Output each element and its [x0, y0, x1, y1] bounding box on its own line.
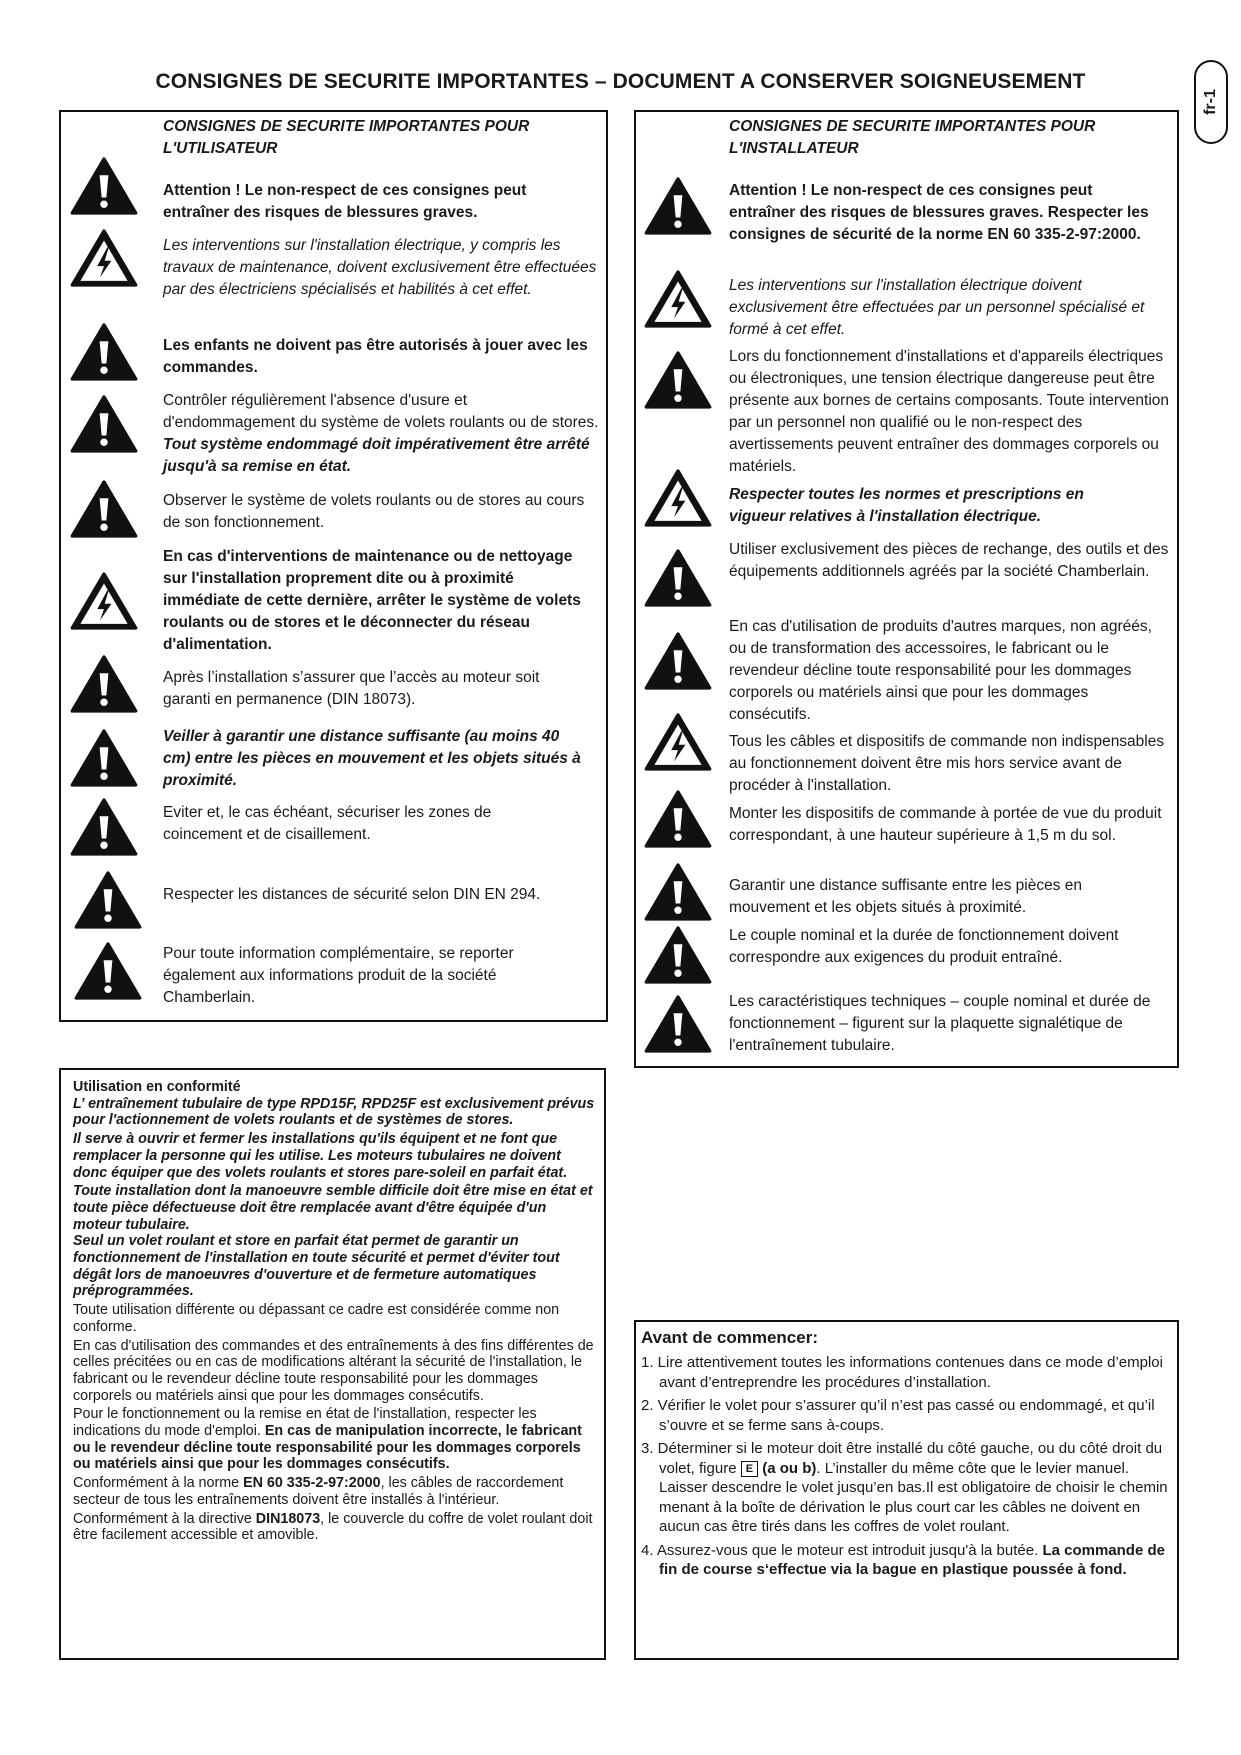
- language-page-label: fr-1: [1202, 89, 1219, 115]
- conformity-p9-a: Conformément à la directive: [73, 1510, 256, 1527]
- conformity-p8: [73, 1475, 598, 1508]
- warning-icon: [70, 798, 138, 856]
- electric-hazard-icon: [644, 469, 712, 527]
- user-distance-text: Veiller à garantir une distance suffisante (au moins 40 cm) entre les pièces en mouvement et les objets situés à proximité.: [163, 728, 581, 789]
- user-maintenance-text: En cas d'interventions de maintenance ou de nettoyage sur l'installation proprement dite ou à proximité immédiate de cette dernière, arrêter le système de volets roulants ou de stores et le déconnecter du réseau d'alimentation.: [163, 548, 581, 653]
- conformity-p8-a: Conformément à la norme: [73, 1475, 244, 1492]
- electric-hazard-icon: [644, 270, 712, 328]
- figure-reference-badge: E: [741, 1461, 758, 1477]
- warning-icon: [70, 729, 138, 787]
- electric-hazard-icon: [70, 229, 138, 287]
- electric-hazard-icon: [644, 713, 712, 771]
- conformity-p2: Il serve à ouvrir et fermer les installations qu'ils équipent et ne font que remplacer la personne qui les utilise. Les moteurs tubulaires ne doivent donc équiper que des volets roulants et stores pare-soleil en parfait état.: [73, 1131, 568, 1181]
- installer-parts-text: Utiliser exclusivement des pièces de rechange, des outils et des équipements additionnels agréés par la société Chamberlain.: [729, 541, 1169, 580]
- before-start-step-1: 1. Lire attentivement toutes les informations contenues dans ce mode d’emploi avant d’entreprendre les procédures d’installation.: [641, 1354, 1163, 1391]
- warning-icon: [644, 995, 712, 1053]
- conformity-p9-c: , le couvercle du coffre de volet roulant doit être facilement accessible et amovible.: [73, 1510, 593, 1544]
- installer-heading: CONSIGNES DE SECURITE IMPORTANTES POUR L'INSTALLATEUR: [729, 118, 1096, 157]
- user-heading: CONSIGNES DE SECURITE IMPORTANTES POUR L'UTILISATEUR: [163, 118, 530, 157]
- conformity-p4: Seul un volet roulant et store en parfait état permet de garantir un fonctionnement de l'installation en toute sécurité et permet d'éviter tout dégât lors de manoeuvres d'ouverture et de fermeture automatiques préprogrammées.: [73, 1233, 560, 1300]
- conformity-p7: [73, 1406, 598, 1473]
- conformity-heading: Utilisation en conformité: [73, 1079, 241, 1095]
- warning-icon: [70, 655, 138, 713]
- conformity-p8-b: EN 60 335-2-97:2000: [243, 1475, 381, 1492]
- conformity-p7-a: Pour le fonctionnement ou la remise en état de l'installation, respecter les indications du mode d'emploi.: [73, 1406, 537, 1440]
- user-pinch-text: Eviter et, le cas échéant, sécuriser les zones de coincement et de cisaillement.: [163, 804, 492, 843]
- conformity-p1: L’ entraînement tubulaire de type RPD15F, RPD25F est exclusivement prévus pour l'actionnement de volets roulants et de systèmes de stores.: [73, 1095, 595, 1129]
- installer-voltage-text: Lors du fonctionnement d'installations et d'appareils électriques ou électroniques, une tension électrique dangereuse peut être présente aux bornes de certains composants. Toute intervention par un personnel non qualifié ou le non-respect des avertissements peuvent entraîner des dommages corporels ou matériels.: [729, 348, 1170, 475]
- user-din-text: Respecter les distances de sécurité selon DIN EN 294.: [163, 886, 541, 903]
- installer-warning-text: Attention ! Le non-respect de ces consignes peut entraîner des risques de blessures graves. Respecter les consignes de sécurité de la norme EN 60 335-2-97:2000.: [729, 182, 1149, 243]
- conformity-p9: [73, 1511, 598, 1544]
- user-inspection-text-a: Contrôler régulièrement l'absence d'usure et d'endommagement du système de volets roulants ou de stores.: [163, 392, 599, 431]
- installer-specs-text: Les caractéristiques techniques – couple nominal et durée de fonctionnement – figurent sur la plaquette signalétique de l'entraînement tubulaire.: [729, 993, 1151, 1054]
- installer-liability-text: En cas d'utilisation de produits d'autres marques, non agréés, ou de transformation des accessoires, le fabricant ou le revendeur décline toute responsabilité pour les dommages corporels ou matériels ainsi que pour les dommages consécutifs.: [729, 618, 1152, 723]
- warning-icon: [70, 323, 138, 381]
- user-inspection-text: [163, 390, 603, 478]
- conformity-p5: Toute utilisation différente ou dépassant ce cadre est considérée comme non conforme.: [73, 1302, 560, 1335]
- before-start-step-4-b: La commande de fin de course s‘effectue via la bague en plastique poussée à fond.: [659, 1541, 1165, 1578]
- before-start-step-3-b: (a ou b): [758, 1459, 817, 1477]
- conformity-p9-b: DIN18073: [255, 1510, 321, 1527]
- before-start-step-3-a: 3. Déterminer si le moteur doit être installé du côté gauche, ou du côté droit du volet, figure: [641, 1440, 1163, 1477]
- warning-icon: [644, 177, 712, 235]
- installer-torque-text: Le couple nominal et la durée de fonctionnement doivent correspondre aux exigences du produit entraîné.: [729, 927, 1119, 966]
- warning-icon: [70, 480, 138, 538]
- user-inspection-text-b: Tout système endommagé doit impérativement être arrêté jusqu'à sa remise en état.: [163, 436, 590, 475]
- conformity-p8-c: , les câbles de raccordement secteur de tous les entraînements doivent être installés à l'intérieur.: [73, 1475, 564, 1508]
- warning-icon: [74, 942, 142, 1000]
- user-observe-text: Observer le système de volets roulants ou de stores au cours de son fonctionnement.: [163, 492, 585, 531]
- warning-icon: [644, 926, 712, 984]
- user-info-text: Pour toute information complémentaire, se reporter également aux informations produit de la société Chamberlain.: [163, 945, 514, 1006]
- electric-hazard-icon: [70, 572, 138, 630]
- before-start-step-3-c: . L’installer du même côte que le levier manuel. Laisser descendre le volet jusqu’en bas.Il est obligatoire de choisir le chemin menant à la boîte de dérivation le plus court car les câbles ne doivent en aucun cas être tirés dans les coffres de volet roulant.: [659, 1459, 1168, 1535]
- before-start-content: [641, 1327, 1171, 1584]
- user-electrical-text: Les interventions sur l'installation électrique, y compris les travaux de maintenance, doivent exclusivement être effectuées par des électriciens spécialisés et habilités à cet effet.: [163, 237, 597, 298]
- language-page-tab: [1194, 60, 1228, 144]
- user-children-text: Les enfants ne doivent pas être autorisés à jouer avec les commandes.: [163, 337, 588, 376]
- before-start-step-4-a: 4. Assurez-vous que le moteur est introduit jusqu'à la butée.: [641, 1541, 1043, 1559]
- warning-icon: [70, 395, 138, 453]
- user-access-text: Après l’installation s’assurer que l’accès au moteur soit garanti en permanence (DIN 18073).: [163, 669, 540, 708]
- before-start-step-2: 2. Vérifier le volet pour s’assurer qu’il n’est pas cassé ou endommagé, et qu’il s’ouvre et se ferme sans à-coups.: [641, 1397, 1155, 1434]
- user-warning-text: Attention ! Le non-respect de ces consignes peut entraîner des risques de blessures graves.: [163, 182, 527, 221]
- installer-distance-text: Garantir une distance suffisante entre les pièces en mouvement et les objets situés à proximité.: [729, 877, 1082, 916]
- warning-icon: [74, 871, 142, 929]
- warning-icon: [644, 632, 712, 690]
- page-title: CONSIGNES DE SECURITE IMPORTANTES – DOCUMENT A CONSERVER SOIGNEUSEMENT: [155, 70, 1086, 93]
- before-start-step-3: [641, 1439, 1171, 1537]
- warning-icon: [644, 863, 712, 921]
- conformity-p7-b: En cas de manipulation incorrecte, le fabricant ou le revendeur décline toute responsabilité pour les dommages corporels ou matériels ainsi que pour les dommages consécutifs.: [73, 1423, 582, 1473]
- conformity-p3: Toute installation dont la manoeuvre semble difficile doit être mise en état et toute pièce défectueuse doit être remplacée avant d'être équipée d'un moteur tubulaire.: [73, 1183, 593, 1233]
- before-start-step-4: [641, 1541, 1171, 1580]
- installer-cables-text: Tous les câbles et dispositifs de commande non indispensables au fonctionnement doivent être mis hors service avant de procéder à l'installation.: [729, 733, 1165, 794]
- warning-icon: [70, 157, 138, 215]
- conformity-content: [73, 1079, 598, 1546]
- warning-icon: [644, 549, 712, 607]
- before-start-heading: Avant de commencer:: [641, 1328, 818, 1347]
- installer-norms-text: Respecter toutes les normes et prescriptions en vigueur relatives à l'installation électrique.: [729, 486, 1084, 525]
- warning-icon: [644, 351, 712, 409]
- conformity-p6: En cas d'utilisation des commandes et des entraînements à des fins différentes de celles précitées ou en cas de modifications altérant la sécurité de l'installation, le fabricant ou le revendeur décline toute responsabilité pour les dommages corporels ou matériels ainsi que pour les dommages consécutifs.: [73, 1337, 594, 1404]
- installer-electrical-text: Les interventions sur l'installation électrique doivent exclusivement être effectuées par un personnel spécialisé et formé à cet effet.: [729, 277, 1145, 338]
- warning-icon: [644, 790, 712, 848]
- installer-controls-text: Monter les dispositifs de commande à portée de vue du produit correspondant, à une hauteur supérieure à 1,5 m du sol.: [729, 805, 1162, 844]
